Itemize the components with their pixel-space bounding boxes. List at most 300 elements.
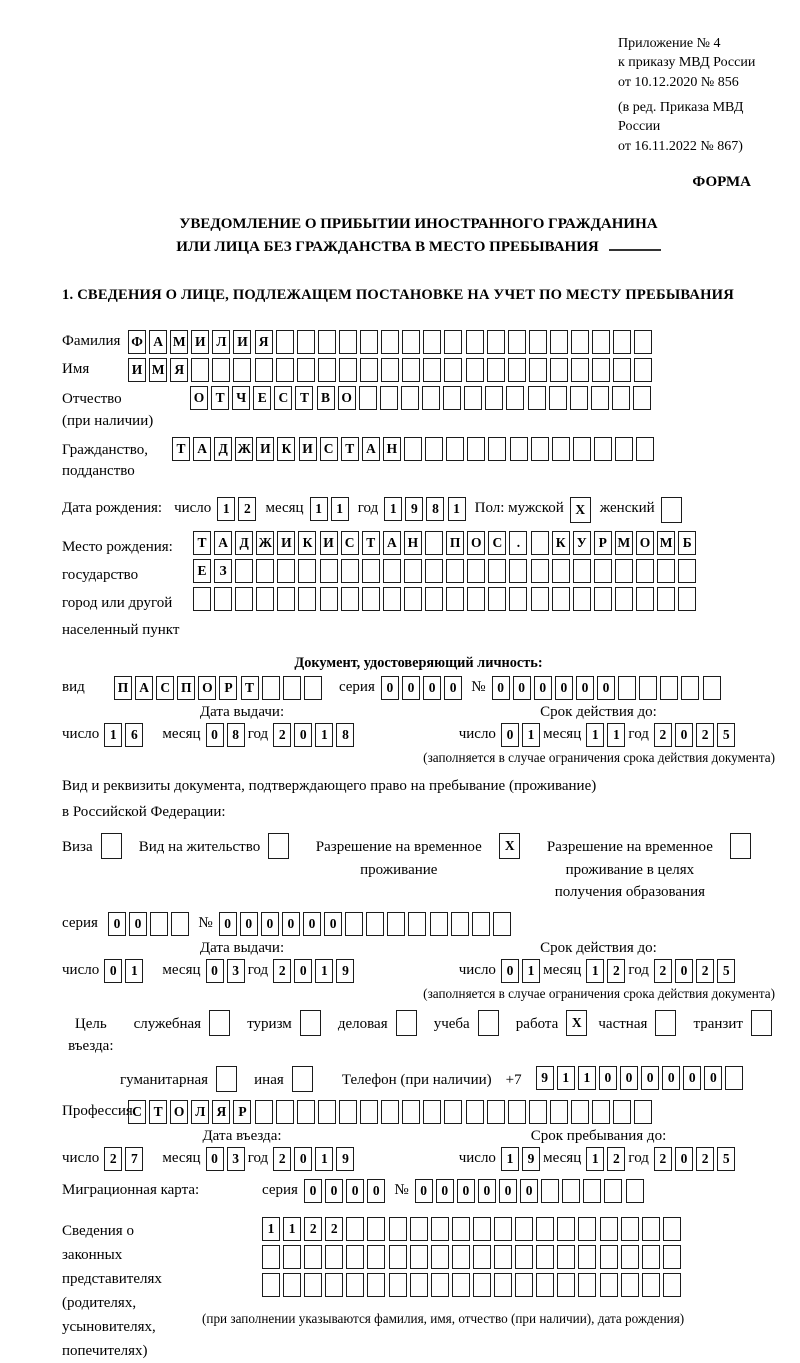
char-box[interactable]: 0 [402,676,420,700]
char-box[interactable]: 0 [206,1147,224,1171]
char-box[interactable]: 0 [261,912,279,936]
char-box[interactable] [488,437,506,461]
char-box[interactable]: Д [214,437,232,461]
char-box[interactable]: С [156,676,174,700]
char-box[interactable] [594,437,612,461]
char-box[interactable] [446,437,464,461]
char-box[interactable] [703,676,721,700]
char-box[interactable] [283,1245,301,1269]
char-box[interactable] [487,330,505,354]
char-box[interactable] [277,587,295,611]
char-box[interactable]: 2 [696,1147,714,1171]
char-box[interactable]: 9 [522,1147,540,1171]
char-box[interactable]: 0 [444,676,462,700]
char-box[interactable] [366,912,384,936]
char-box[interactable]: 2 [273,723,291,747]
char-box[interactable]: 0 [367,1179,385,1203]
char-box[interactable]: А [362,437,380,461]
char-box[interactable]: О [636,531,654,555]
char-box[interactable] [557,1217,575,1241]
char-box[interactable]: 2 [696,959,714,983]
char-box[interactable] [626,1179,644,1203]
char-box[interactable]: 0 [104,959,122,983]
char-box[interactable]: Т [172,437,190,461]
char-box[interactable]: 3 [227,959,245,983]
char-box[interactable]: 1 [315,959,333,983]
char-box[interactable]: 1 [217,497,235,521]
char-box[interactable] [583,1179,601,1203]
char-box[interactable] [193,587,211,611]
char-box[interactable]: И [277,531,295,555]
char-box[interactable]: О [338,386,356,410]
char-box[interactable]: Я [255,330,273,354]
char-box[interactable] [367,1217,385,1241]
char-box[interactable]: Н [383,437,401,461]
char-box[interactable] [552,587,570,611]
char-box[interactable] [487,358,505,382]
char-box[interactable]: 1 [384,497,402,521]
char-box[interactable]: Я [212,1100,230,1124]
char-box[interactable]: 2 [238,497,256,521]
char-box[interactable] [573,437,591,461]
stay-issue-day[interactable] [104,959,146,983]
char-box[interactable]: С [274,386,292,410]
char-box[interactable] [425,559,443,583]
char-box[interactable]: 2 [607,959,625,983]
char-box[interactable] [381,1100,399,1124]
purpose-transit-checkbox[interactable] [751,1010,772,1036]
char-box[interactable] [678,587,696,611]
char-box[interactable]: 0 [520,1179,538,1203]
birth-year-field[interactable] [384,497,468,521]
char-box[interactable] [642,1273,660,1297]
char-box[interactable] [613,1100,631,1124]
char-box[interactable]: 1 [607,723,625,747]
char-box[interactable]: 8 [227,723,245,747]
char-box[interactable]: 0 [282,912,300,936]
residence-permit-checkbox[interactable] [268,833,289,859]
birthplace-line3[interactable] [193,587,699,611]
char-box[interactable]: К [298,531,316,555]
birthplace-line2[interactable] [193,559,699,583]
char-box[interactable]: О [467,531,485,555]
char-box[interactable]: Я [170,358,188,382]
stay-until-month[interactable] [586,1147,628,1171]
char-box[interactable] [550,358,568,382]
char-box[interactable]: 0 [324,912,342,936]
char-box[interactable]: 0 [240,912,258,936]
char-box[interactable] [446,559,464,583]
char-box[interactable]: 9 [336,1147,354,1171]
char-box[interactable]: 0 [325,1179,343,1203]
birth-day-field[interactable] [217,497,259,521]
purpose-study-checkbox[interactable] [478,1010,499,1036]
char-box[interactable]: 0 [683,1066,701,1090]
char-box[interactable] [531,587,549,611]
char-box[interactable]: 0 [597,676,615,700]
char-box[interactable] [536,1217,554,1241]
char-box[interactable] [256,559,274,583]
temp-residence-checkbox[interactable]: X [499,833,520,859]
char-box[interactable]: 8 [336,723,354,747]
char-box[interactable]: 9 [336,959,354,983]
char-box[interactable] [346,1245,364,1269]
char-box[interactable] [529,358,547,382]
char-box[interactable] [383,559,401,583]
char-box[interactable]: С [341,531,359,555]
doc-valid-day[interactable] [501,723,543,747]
char-box[interactable]: 0 [492,676,510,700]
char-box[interactable]: 0 [576,676,594,700]
char-box[interactable] [552,437,570,461]
patronymic-field[interactable] [190,386,654,410]
char-box[interactable]: 1 [315,723,333,747]
char-box[interactable] [536,1245,554,1269]
purpose-work-checkbox[interactable]: X [566,1010,587,1036]
char-box[interactable] [404,437,422,461]
char-box[interactable]: 0 [501,959,519,983]
char-box[interactable] [552,559,570,583]
phone-field[interactable] [536,1066,747,1090]
char-box[interactable] [423,330,441,354]
char-box[interactable] [431,1245,449,1269]
char-box[interactable]: А [214,531,232,555]
stay-until-day[interactable] [501,1147,543,1171]
char-box[interactable] [600,1245,618,1269]
char-box[interactable] [389,1217,407,1241]
char-box[interactable] [430,912,448,936]
char-box[interactable] [515,1245,533,1269]
char-box[interactable] [600,1217,618,1241]
char-box[interactable] [283,676,301,700]
char-box[interactable]: Ф [128,330,146,354]
char-box[interactable] [473,1273,491,1297]
char-box[interactable] [464,386,482,410]
char-box[interactable]: Т [362,531,380,555]
char-box[interactable]: А [135,676,153,700]
purpose-tourism-checkbox[interactable] [300,1010,321,1036]
char-box[interactable] [387,912,405,936]
char-box[interactable] [298,559,316,583]
char-box[interactable] [493,912,511,936]
char-box[interactable]: А [383,531,401,555]
char-box[interactable] [663,1273,681,1297]
char-box[interactable]: Р [594,531,612,555]
char-box[interactable] [346,1273,364,1297]
char-box[interactable] [636,587,654,611]
char-box[interactable] [618,676,636,700]
char-box[interactable] [594,587,612,611]
char-box[interactable] [339,330,357,354]
char-box[interactable]: Д [235,531,253,555]
char-box[interactable] [360,330,378,354]
char-box[interactable]: 5 [717,959,735,983]
char-box[interactable]: П [177,676,195,700]
char-box[interactable]: 7 [125,1147,143,1171]
char-box[interactable] [578,1245,596,1269]
char-box[interactable] [573,559,591,583]
char-box[interactable]: Ч [232,386,250,410]
char-box[interactable]: 2 [104,1147,122,1171]
char-box[interactable] [380,386,398,410]
char-box[interactable] [304,676,322,700]
char-box[interactable] [592,358,610,382]
char-box[interactable] [663,1217,681,1241]
char-box[interactable]: А [149,330,167,354]
char-box[interactable] [472,912,490,936]
char-box[interactable] [304,1273,322,1297]
char-box[interactable] [425,437,443,461]
char-box[interactable] [212,358,230,382]
char-box[interactable]: Л [191,1100,209,1124]
char-box[interactable]: 0 [294,1147,312,1171]
char-box[interactable]: 0 [534,676,552,700]
char-box[interactable]: 1 [262,1217,280,1241]
char-box[interactable]: И [320,531,338,555]
char-box[interactable] [320,559,338,583]
char-box[interactable] [571,330,589,354]
char-box[interactable] [383,587,401,611]
char-box[interactable] [444,1100,462,1124]
char-box[interactable] [642,1217,660,1241]
char-box[interactable]: 9 [536,1066,554,1090]
char-box[interactable] [487,1100,505,1124]
char-box[interactable] [422,386,440,410]
purpose-official-checkbox[interactable] [209,1010,230,1036]
char-box[interactable]: В [317,386,335,410]
char-box[interactable] [639,676,657,700]
char-box[interactable]: 1 [578,1066,596,1090]
stay-series-field[interactable] [108,912,192,936]
char-box[interactable]: 0 [436,1179,454,1203]
char-box[interactable]: 1 [125,959,143,983]
char-box[interactable] [467,587,485,611]
char-box[interactable]: 5 [717,723,735,747]
char-box[interactable] [488,559,506,583]
char-box[interactable]: М [615,531,633,555]
char-box[interactable]: 0 [641,1066,659,1090]
char-box[interactable]: 0 [294,959,312,983]
char-box[interactable] [341,559,359,583]
char-box[interactable]: И [128,358,146,382]
char-box[interactable]: Б [678,531,696,555]
char-box[interactable] [531,437,549,461]
char-box[interactable] [359,386,377,410]
purpose-private-checkbox[interactable] [655,1010,676,1036]
char-box[interactable] [367,1273,385,1297]
char-box[interactable]: Т [341,437,359,461]
purpose-other-checkbox[interactable] [292,1066,313,1092]
stay-number-field[interactable] [219,912,514,936]
char-box[interactable]: 0 [499,1179,517,1203]
char-box[interactable] [531,531,549,555]
char-box[interactable] [255,1100,273,1124]
char-box[interactable] [410,1217,428,1241]
char-box[interactable] [401,386,419,410]
char-box[interactable] [467,437,485,461]
char-box[interactable] [235,587,253,611]
char-box[interactable]: 2 [273,1147,291,1171]
char-box[interactable] [233,358,251,382]
char-box[interactable]: Т [193,531,211,555]
char-box[interactable]: 1 [310,497,328,521]
char-box[interactable] [557,1273,575,1297]
char-box[interactable]: Л [212,330,230,354]
char-box[interactable] [452,1217,470,1241]
char-box[interactable] [410,1245,428,1269]
char-box[interactable] [510,437,528,461]
char-box[interactable]: Н [404,531,422,555]
char-box[interactable] [171,912,189,936]
char-box[interactable]: 0 [478,1179,496,1203]
sex-female-checkbox[interactable] [661,497,682,523]
char-box[interactable]: 1 [522,723,540,747]
char-box[interactable] [642,1245,660,1269]
char-box[interactable] [634,1100,652,1124]
char-box[interactable] [506,386,524,410]
stay-issue-year[interactable] [273,959,357,983]
char-box[interactable] [318,330,336,354]
char-box[interactable] [562,1179,580,1203]
char-box[interactable]: И [256,437,274,461]
char-box[interactable] [633,386,651,410]
char-box[interactable]: И [299,437,317,461]
temp-residence-education-checkbox[interactable] [730,833,751,859]
char-box[interactable] [283,1273,301,1297]
profession-field[interactable] [128,1100,655,1124]
char-box[interactable] [325,1245,343,1269]
char-box[interactable] [473,1217,491,1241]
visa-checkbox[interactable] [101,833,122,859]
char-box[interactable] [592,330,610,354]
char-box[interactable]: 0 [304,1179,322,1203]
char-box[interactable]: А [193,437,211,461]
char-box[interactable] [298,587,316,611]
char-box[interactable] [531,559,549,583]
firstname-field[interactable] [128,358,655,382]
entry-month[interactable] [206,1147,248,1171]
char-box[interactable] [214,587,232,611]
char-box[interactable]: Ж [235,437,253,461]
char-box[interactable] [423,1100,441,1124]
stay-valid-day[interactable] [501,959,543,983]
char-box[interactable]: 0 [457,1179,475,1203]
char-box[interactable] [613,358,631,382]
char-box[interactable] [277,559,295,583]
char-box[interactable]: Т [295,386,313,410]
char-box[interactable] [621,1273,639,1297]
char-box[interactable]: 0 [675,1147,693,1171]
char-box[interactable] [660,676,678,700]
char-box[interactable]: 2 [607,1147,625,1171]
char-box[interactable]: 0 [423,676,441,700]
char-box[interactable]: 0 [599,1066,617,1090]
char-box[interactable]: 0 [129,912,147,936]
char-box[interactable] [573,587,591,611]
char-box[interactable] [570,386,588,410]
char-box[interactable]: 1 [331,497,349,521]
char-box[interactable] [410,1273,428,1297]
char-box[interactable] [341,587,359,611]
char-box[interactable] [529,1100,547,1124]
char-box[interactable]: 0 [219,912,237,936]
char-box[interactable]: 0 [675,723,693,747]
char-box[interactable] [592,1100,610,1124]
doc-issue-day[interactable] [104,723,146,747]
char-box[interactable] [634,358,652,382]
representatives-line2[interactable] [262,1245,684,1269]
char-box[interactable] [320,587,338,611]
char-box[interactable] [402,330,420,354]
char-box[interactable] [339,1100,357,1124]
stay-until-year[interactable] [654,1147,738,1171]
char-box[interactable] [276,330,294,354]
char-box[interactable]: 1 [586,723,604,747]
char-box[interactable]: 0 [381,676,399,700]
char-box[interactable] [325,1273,343,1297]
char-box[interactable] [494,1273,512,1297]
char-box[interactable]: 0 [294,723,312,747]
char-box[interactable] [339,358,357,382]
char-box[interactable]: Т [149,1100,167,1124]
char-box[interactable] [423,358,441,382]
char-box[interactable] [297,330,315,354]
char-box[interactable]: 0 [555,676,573,700]
char-box[interactable] [615,437,633,461]
stay-valid-month[interactable] [586,959,628,983]
char-box[interactable] [508,330,526,354]
char-box[interactable] [262,676,280,700]
char-box[interactable]: 8 [426,497,444,521]
char-box[interactable]: И [191,330,209,354]
char-box[interactable] [191,358,209,382]
stay-valid-year[interactable] [654,959,738,983]
char-box[interactable]: П [446,531,464,555]
char-box[interactable]: 1 [557,1066,575,1090]
char-box[interactable] [571,1100,589,1124]
char-box[interactable] [360,358,378,382]
representatives-line1[interactable] [262,1217,684,1241]
doc-number-field[interactable] [492,676,724,700]
char-box[interactable]: 9 [405,497,423,521]
char-box[interactable] [276,358,294,382]
stay-issue-month[interactable] [206,959,248,983]
char-box[interactable] [276,1100,294,1124]
char-box[interactable] [466,330,484,354]
char-box[interactable] [594,559,612,583]
char-box[interactable]: 2 [654,1147,672,1171]
char-box[interactable] [381,330,399,354]
char-box[interactable] [444,330,462,354]
char-box[interactable] [541,1179,559,1203]
char-box[interactable] [615,587,633,611]
migration-number-field[interactable] [415,1179,647,1203]
char-box[interactable] [404,559,422,583]
purpose-humanitarian-checkbox[interactable] [216,1066,237,1092]
birthplace-line1[interactable] [193,531,699,555]
doc-valid-year[interactable] [654,723,738,747]
char-box[interactable]: 0 [662,1066,680,1090]
char-box[interactable] [297,358,315,382]
char-box[interactable] [304,1245,322,1269]
char-box[interactable]: Ж [256,531,274,555]
char-box[interactable] [389,1273,407,1297]
char-box[interactable] [515,1217,533,1241]
char-box[interactable] [262,1245,280,1269]
char-box[interactable] [389,1245,407,1269]
char-box[interactable] [452,1245,470,1269]
char-box[interactable]: Р [219,676,237,700]
